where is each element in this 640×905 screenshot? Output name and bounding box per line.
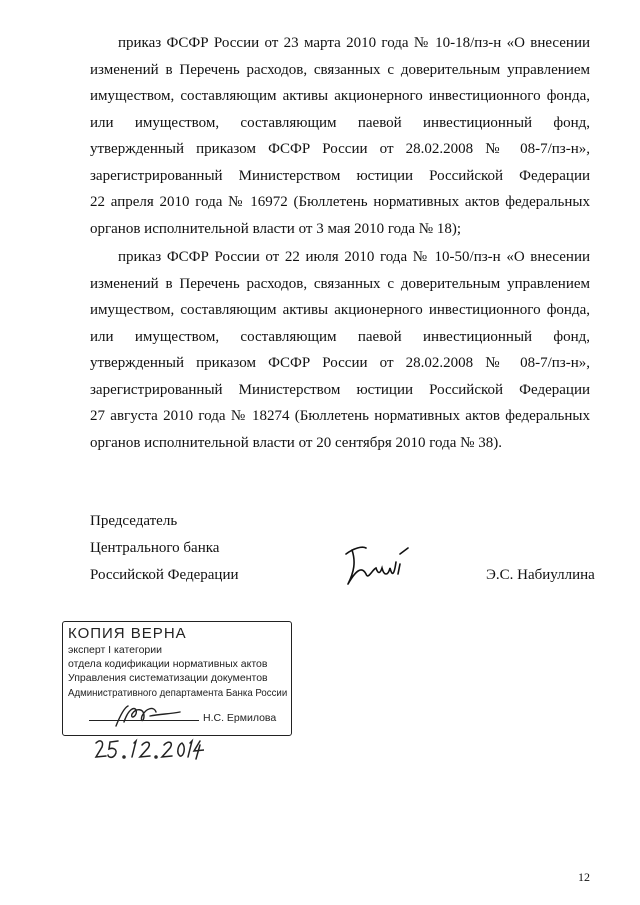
text-line: или имуществом, составляющим паевой инвестиционный фонд, [90, 328, 590, 345]
stamp-line: отдела кодификации нормативных актов [68, 658, 268, 670]
text-line: органов исполнительной власти от 3 мая 2010 года № 18); [90, 220, 462, 237]
text-line: 22 апреля 2010 года № 16972 (Бюллетень нормативных актов федеральных [90, 194, 590, 210]
text-line: утвержденный приказом ФСФР России от 28.02.2008 № 08-7/пз-н», [90, 141, 590, 157]
signatory-title-line: Российской Федерации [90, 567, 239, 583]
text-line: имуществом, составляющим активы акционерного инвестиционного фонда, [90, 88, 590, 104]
text-line: зарегистрированный Министерством юстиции Российской Федерации [90, 381, 590, 398]
text-line: имуществом, составляющим активы акционерного инвестиционного фонда, [90, 302, 590, 318]
text-line: изменений в Перечень расходов, связанных с доверительным управлением [90, 61, 590, 78]
stamp-heading: КОПИЯ ВЕРНА [68, 625, 187, 642]
handwritten-signature [342, 540, 412, 592]
signatory-title-line: Председатель [90, 513, 178, 529]
text-line: органов исполнительной власти от 20 сентября 2010 года № 38). [90, 434, 502, 451]
stamp-name: Н.С. Ермилова [203, 712, 277, 724]
text-line: приказ ФСФР России от 23 марта 2010 года № 10-18/пз-н «О внесении [118, 35, 590, 51]
stamp-line: эксперт I категории [68, 644, 162, 656]
text-line: утвержденный приказом ФСФР России от 28.02.2008 № 08-7/пз-н», [90, 355, 590, 371]
paragraph-2 [90, 244, 590, 456]
signatory-name: Э.С. Набиуллина [486, 567, 595, 583]
handwritten-date [92, 737, 204, 763]
text-line: 27 августа 2010 года № 18274 (Бюллетень нормативных актов федеральных [90, 408, 590, 424]
stamp-line: Административного департамента Банка России [68, 687, 288, 699]
signatory-title [90, 508, 239, 589]
signatory-title-line: Центрального банка [90, 540, 220, 556]
text-line: или имуществом, составляющим паевой инвестиционный фонд, [90, 114, 590, 131]
text-line: зарегистрированный Министерством юстиции Российской Федерации [90, 167, 590, 184]
paragraph-1 [90, 30, 590, 242]
stamp-line: Управления систематизации документов [68, 672, 268, 684]
page-number: 12 [578, 870, 590, 884]
text-line: изменений в Перечень расходов, связанных с доверительным управлением [90, 275, 590, 292]
text-line: приказ ФСФР России от 22 июля 2010 года № 10-50/пз-н «О внесении [118, 249, 590, 265]
stamp-signature [110, 700, 190, 730]
